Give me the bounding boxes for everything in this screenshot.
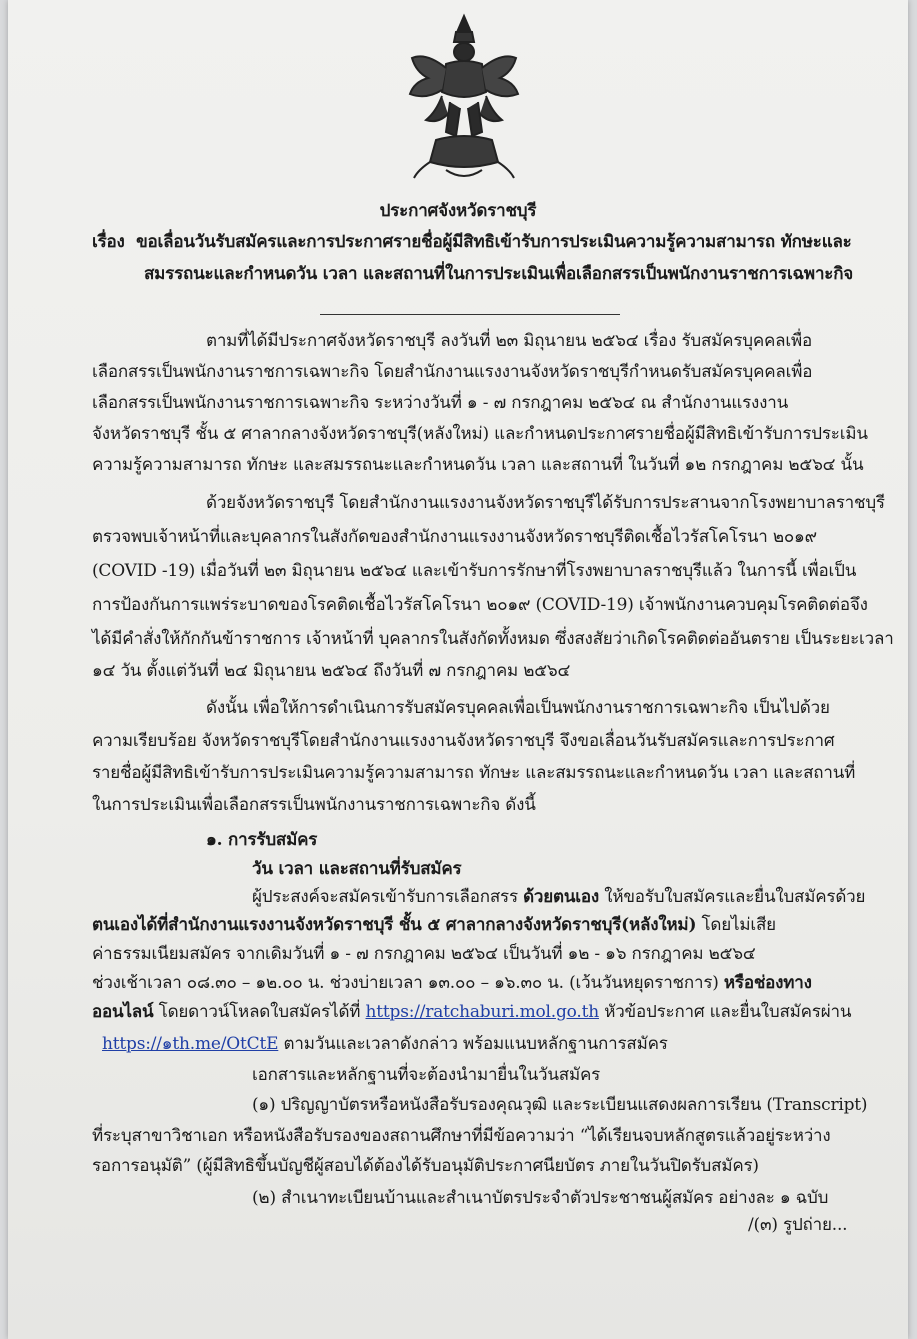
subject-line-2: สมรรถนะและกำหนดวัน เวลา และสถานที่ในการประเมินเพื่อเลือกสรรเป็นพนักงานราชการเฉพาะกิจ <box>144 264 854 284</box>
subject-line-1 <box>92 231 852 253</box>
p2-line-2: ตรวจพบเจ้าหน้าที่และบุคลากรในสังกัดของสำนักงานแรงงานจังหวัดราชบุรีติดเชื้อไวรัสโคโรนา ๒๐๑๙ <box>92 527 817 547</box>
p2-line-6: ๑๔ วัน ตั้งแต่วันที่ ๒๔ มิถุนายน ๒๕๖๔ ถึงวันที่ ๗ กรกฎาคม ๒๕๖๔ <box>92 661 571 681</box>
p1-line-5: ความรู้ความสามารถ ทักษะ และสมรรถนะและกำหนดวัน เวลา และสถานที่ ในวันที่ ๑๒ กรกฎาคม ๒๕๖๔ นั้น <box>92 455 864 475</box>
p2-line-1: ด้วยจังหวัดราชบุรี โดยสำนักงานแรงงานจังหวัดราชบุรีได้รับการประสานจากโรงพยาบาลราชบุรี <box>206 493 885 513</box>
garuda-emblem-icon <box>406 12 522 184</box>
section-1-heading: ๑. การรับสมัคร <box>206 830 318 850</box>
doc-item-2: (๒) สำเนาทะเบียนบ้านและสำเนาบัตรประจำตัวประชาชนผู้สมัคร อย่างละ ๑ ฉบับ <box>252 1188 829 1208</box>
s1-line-1 <box>252 886 865 908</box>
s1-line-5 <box>92 1001 851 1023</box>
p3-line-4: ในการประเมินเพื่อเลือกสรรเป็นพนักงานราชการเฉพาะกิจ ดังนี้ <box>92 795 536 815</box>
s1-l4-text: ช่วงเช้าเวลา ๐๘.๓๐ – ๑๒.๐๐ น. ช่วงบ่ายเวลา ๑๓.๐๐ – ๑๖.๓๐ น. (เว้นวันหยุดราชการ) <box>92 973 724 993</box>
doc-item-1-line-2: ที่ระบุสาขาวิชาเอก หรือหนังสือรับรองของสถานศึกษาที่มีข้อความว่า “ได้เรียนจบหลักสูตรแล้วอยู่ระหว่าง <box>92 1126 831 1146</box>
p1-line-2: เลือกสรรเป็นพนักงานราชการเฉพาะกิจ โดยสำนักงานแรงงานจังหวัดราชบุรีกำหนดรับสมัครบุคคลเพื่อ <box>92 362 813 382</box>
s1-l6-text: ตามวันและเวลาดังกล่าว พร้อมแนบหลักฐานการสมัคร <box>278 1034 668 1054</box>
s1-l1-text-a: ผู้ประสงค์จะสมัครเข้ารับการเลือกสรร <box>252 887 524 907</box>
s1-l1-bold: ด้วยตนเอง <box>523 887 600 907</box>
continuation-note: /(๓) รูปถ่าย... <box>748 1215 848 1235</box>
p3-line-1: ดังนั้น เพื่อให้การดำเนินการรับสมัครบุคคลเพื่อเป็นพนักงานราชการเฉพาะกิจ เป็นไปด้วย <box>206 698 830 718</box>
divider <box>320 314 620 315</box>
p3-line-3: รายชื่อผู้มีสิทธิเข้ารับการประเมินความรู้ความสามารถ ทักษะ และสมรรถนะและกำหนดวัน เวลา และสถานที่ <box>92 763 856 783</box>
s1-l4-bold: หรือช่องทาง <box>723 973 812 993</box>
p1-line-4: จังหวัดราชบุรี ชั้น ๕ ศาลากลางจังหวัดราชบุรี(หลังใหม่) และกำหนดประกาศรายชื่อผู้มีสิทธิเข้ารับการประเมิน <box>92 424 868 444</box>
p1-line-3: เลือกสรรเป็นพนักงานราชการเฉพาะกิจ ระหว่างวันที่ ๑ - ๗ กรกฎาคม ๒๕๖๔ ณ สำนักงานแรงงาน <box>92 393 788 413</box>
doc-item-1-line-3: รอการอนุมัติ” (ผู้มีสิทธิขึ้นบัญชีผู้สอบได้ต้องได้รับอนุมัติประกาศนียบัตร ภายในวันปิดรับสมัคร) <box>92 1156 759 1176</box>
p3-line-2: ความเรียบร้อย จังหวัดราชบุรีโดยสำนักงานแรงงานจังหวัดราชบุรี จึงขอเลื่อนวันรับสมัครและการประกาศ <box>92 731 835 751</box>
subject-label: เรื่อง <box>92 232 125 252</box>
page-title: ประกาศจังหวัดราชบุรี <box>379 201 537 221</box>
section-1-subheading: วัน เวลา และสถานที่รับสมัคร <box>252 859 462 879</box>
s1-line-3: ค่าธรรมเนียมสมัคร จากเดิมวันที่ ๑ - ๗ กรกฎาคม ๒๕๖๔ เป็นวันที่ ๑๒ - ๑๖ กรกฎาคม ๒๕๖๔ <box>92 944 756 964</box>
p2-line-5: ได้มีคำสั่งให้กักกันข้าราชการ เจ้าหน้าที่ บุคลากรในสังกัดทั้งหมด ซึ่งสงสัยว่าเกิดโรคติดต่ออันตราย เป็นระยะเวลา <box>92 629 894 649</box>
p1-line-1: ตามที่ได้มีประกาศจังหวัดราชบุรี ลงวันที่ ๒๓ มิถุนายน ๒๕๖๔ เรื่อง รับสมัครบุคคลเพื่อ <box>206 331 813 351</box>
website-link[interactable]: https://ratchaburi.mol.go.th <box>365 1002 599 1022</box>
s1-l1-text-c: ให้ขอรับใบสมัครและยื่นใบสมัครด้วย <box>599 887 866 907</box>
s1-line-6 <box>102 1033 668 1055</box>
docs-heading: เอกสารและหลักฐานที่จะต้องนำมายื่นในวันสมัคร <box>252 1065 601 1085</box>
s1-l5-text: โดยดาวน์โหลดใบสมัครได้ที่ <box>153 1002 366 1022</box>
p2-line-4: การป้องกันการแพร่ระบาดของโรคติดเชื้อไวรัสโคโรนา ๒๐๑๙ (COVID-19) เจ้าพนักงานควบคุมโรคติดต่อจึง <box>92 595 868 615</box>
s1-line-4 <box>92 972 812 994</box>
p2-line-3: (COVID -19) เมื่อวันที่ ๒๓ มิถุนายน ๒๕๖๔ และเข้ารับการรักษาที่โรงพยาบาลราชบุรีแล้ว ในการนี้ เพื่อเป็น <box>92 561 857 581</box>
subject-text-1: ขอเลื่อนวันรับสมัครและการประกาศรายชื่อผู้มีสิทธิเข้ารับการประเมินความรู้ความสามารถ ทักษะและ <box>136 232 852 252</box>
s1-l2-bold: ตนเองได้ที่สำนักงานแรงงานจังหวัดราชบุรี ชั้น ๕ ศาลากลางจังหวัดราชบุรี(หลังใหม่) <box>92 915 697 935</box>
s1-l5-bold: ออนไลน์ <box>92 1002 154 1022</box>
s1-l2-text: โดยไม่เสีย <box>696 915 776 935</box>
s1-line-2 <box>92 914 776 936</box>
doc-item-1: (๑) ปริญญาบัตรหรือหนังสือรับรองคุณวุฒิ และระเบียนแสดงผลการเรียน (Transcript) <box>252 1095 868 1115</box>
s1-l5-text-c: หัวข้อประกาศ และยื่นใบสมัครผ่าน <box>599 1002 852 1022</box>
document-page <box>8 0 908 1339</box>
application-link[interactable]: https://๑th.me/OtCtE <box>102 1034 279 1054</box>
